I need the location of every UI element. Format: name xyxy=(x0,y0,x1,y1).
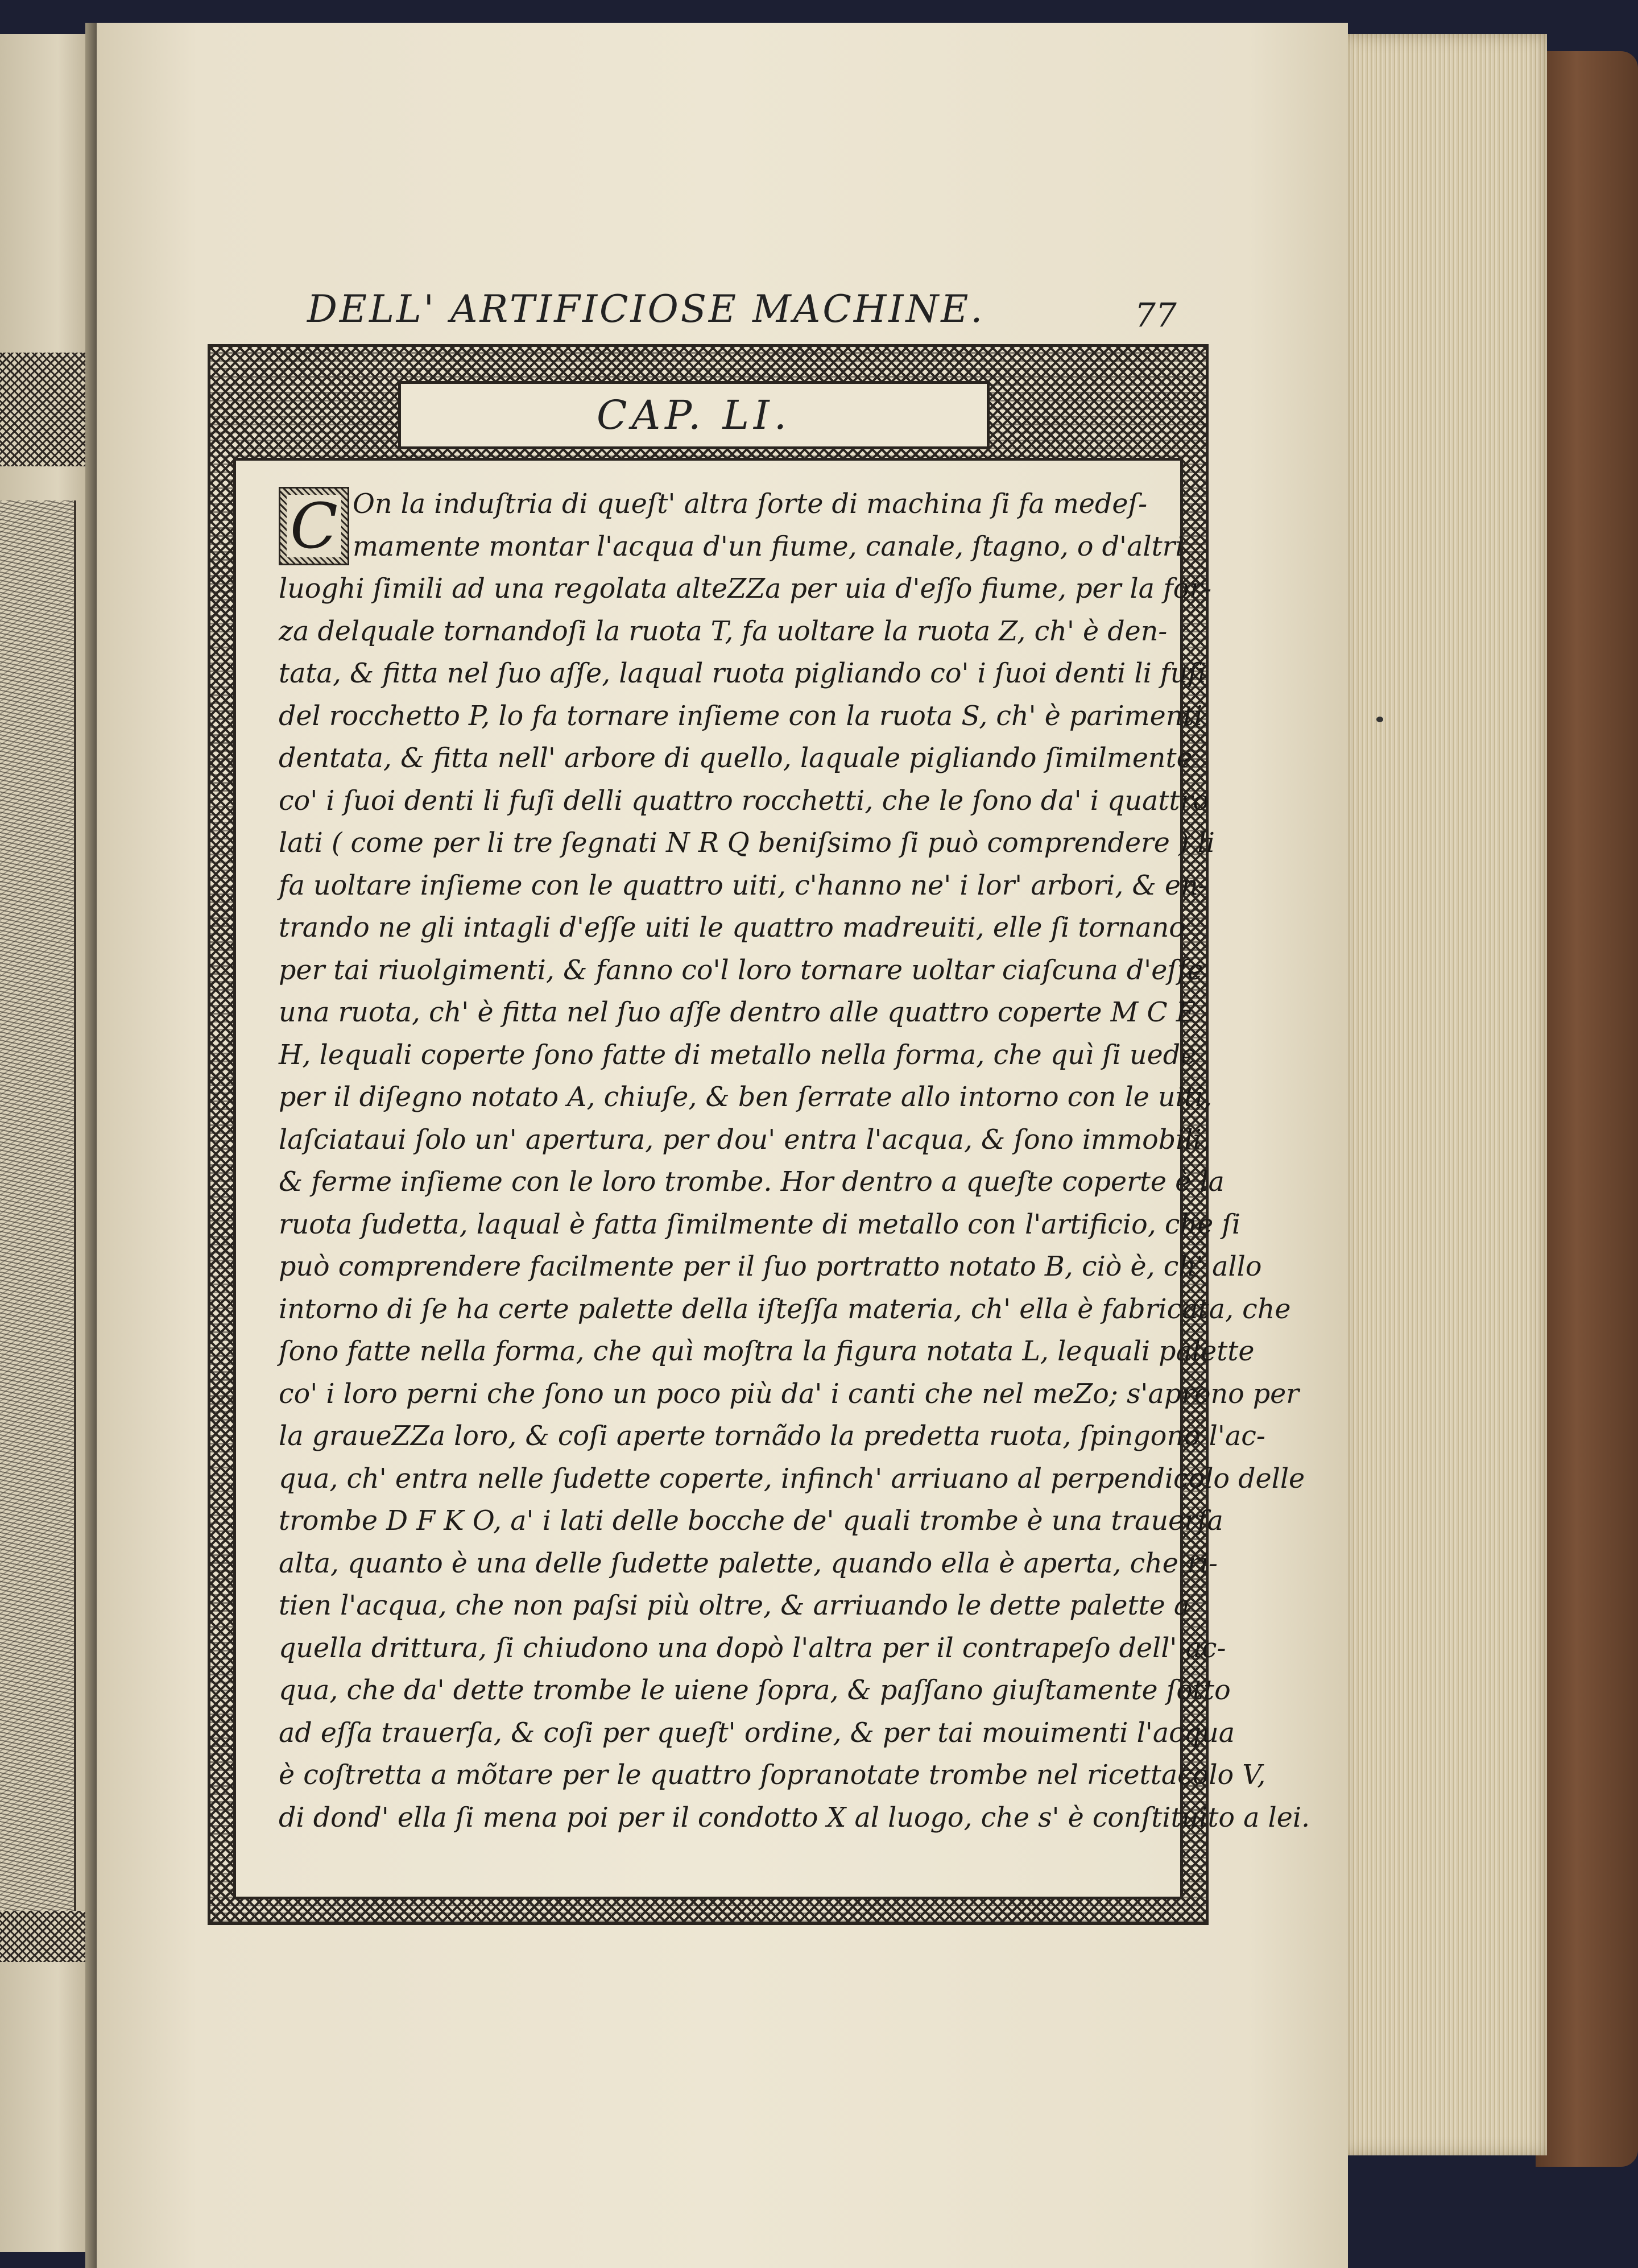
chapter-title: CAP. LI. xyxy=(597,392,791,438)
text-line: tien l'acqua, che non paſsi più oltre, & arriuando le dette palette a xyxy=(279,1590,1190,1621)
text-line: può comprendere facilmente per il ſuo portratto notato B, ciò è, ch' allo xyxy=(279,1251,1262,1282)
left-page-ornament-bottom xyxy=(0,1911,85,1962)
text-line: luoghi ſimili ad una regolata alteZZa per uia d'eſſo fiume, per la for- xyxy=(279,573,1212,605)
text-line: fa uoltare inſieme con le quattro uiti, c'hanno ne' i lor' arbori, & en- xyxy=(279,870,1207,901)
left-facing-page xyxy=(0,34,97,2252)
running-head: DELL' ARTIFICIOSE MACHINE. xyxy=(307,287,985,331)
text-line: lati ( come per li tre ſegnati N R Q beniſsimo ſi può comprendere ) li xyxy=(279,827,1215,859)
text-line: la graueZZa loro, & coſi aperte tornãdo la predetta ruota, ſpingono l'ac- xyxy=(279,1421,1265,1452)
text-line: za delquale tornandoſi la ruota T, fa uoltare la ruota Z, ch' è den- xyxy=(279,615,1168,647)
drop-cap: C xyxy=(279,487,349,565)
text-line: qua, che da' dette trombe le uiene ſopra, & paſſano giuſtamente ſotto xyxy=(279,1675,1231,1706)
text-line: quella drittura, ſi chiudono una dopò l'altra per il contrapeſo dell' ac- xyxy=(279,1632,1226,1664)
text-panel xyxy=(233,458,1310,1899)
left-page-ornament-top xyxy=(0,353,85,466)
text-line: di dond' ella ſi mena poi per il condotto X al luogo, che s' è conſtituito a lei. xyxy=(279,1802,1310,1834)
ornamental-frame xyxy=(208,344,1310,1925)
text-line: una ruota, ch' è fitta nel ſuo aſſe dentro alle quattro coperte M C E xyxy=(279,997,1196,1028)
text-line: per il diſegno notato A, chiuſe, & ben ſerrate allo intorno con le uiti, xyxy=(279,1082,1213,1113)
text-line: dentata, & fitta nell' arbore di quello, laquale pigliando ſimilmente xyxy=(279,743,1193,774)
text-line: intorno di ſe ha certe palette della iſteſſa materia, ch' ella è fabricata, che xyxy=(279,1293,1291,1325)
text-line: ſono fatte nella forma, che quì moſtra la figura notata L, lequali palette xyxy=(279,1336,1255,1367)
text-line: trando ne gli intagli d'eſſe uiti le quattro madreuiti, elle ſi tornano xyxy=(279,912,1185,943)
right-page xyxy=(97,23,1348,2268)
text-line: per tai riuolgimenti, & fanno co'l loro tornare uoltar ciaſcuna d'eſſe xyxy=(279,954,1203,986)
text-line: co' i loro perni che ſono un poco più da' i canti che nel meZo; s'aprono per xyxy=(279,1378,1299,1410)
text-line: H, lequali coperte ſono fatte di metallo nella forma, che quì ſi uede xyxy=(279,1039,1197,1071)
body-text xyxy=(279,483,1310,1839)
text-line: qua, ch' entra nelle ſudette coperte, infinch' arriuano al perpendicolo delle xyxy=(279,1463,1305,1495)
text-line: On la induſtria di queſt' altra ſorte di machina ſi fa medeſ- xyxy=(353,489,1148,520)
page-number: 77 xyxy=(1135,296,1177,334)
text-line: mamente montar l'acqua d'un fiume, canale, ſtagno, o d'altri xyxy=(353,531,1184,562)
text-line: ad eſſa trauerſa, & coſi per queſt' ordine, & per tai mouimenti l'acqua xyxy=(279,1717,1235,1749)
text-line: & ferme inſieme con le loro trombe. Hor dentro a queſte coperte è la xyxy=(279,1166,1225,1198)
text-line: è coſtretta a mõtare per le quattro ſopranotate trombe nel ricettacolo V, xyxy=(279,1760,1266,1791)
text-line: alta, quanto è una delle ſudette palette, quando ella è aperta, che ri- xyxy=(279,1547,1218,1579)
page-block-edges xyxy=(1342,34,1547,2155)
book-cover-edge xyxy=(1536,51,1638,2167)
text-line: laſciataui ſolo un' apertura, per dou' entra l'acqua, & ſono immobili, xyxy=(279,1124,1210,1156)
text-line: co' i ſuoi denti li fuſi delli quattro rocchetti, che le ſono da' i quattro xyxy=(279,785,1209,817)
text-line: ruota ſudetta, laqual è fatta ſimilmente di metallo con l'artificio, che ſi xyxy=(279,1209,1241,1240)
paper-speck xyxy=(1376,717,1383,722)
text-line: tata, & fitta nel ſuo aſſe, laqual ruota pigliando co' i ſuoi denti li fuſi xyxy=(279,658,1206,689)
text-line: trombe D F K O, a' i lati delle bocche de' quali trombe è una trauerſa xyxy=(279,1505,1223,1537)
left-page-engraving xyxy=(0,500,76,1956)
text-line: del rocchetto P, lo fa tornare inſieme con la ruota S, ch' è parimenti xyxy=(279,700,1203,732)
chapter-title-box xyxy=(398,381,990,449)
